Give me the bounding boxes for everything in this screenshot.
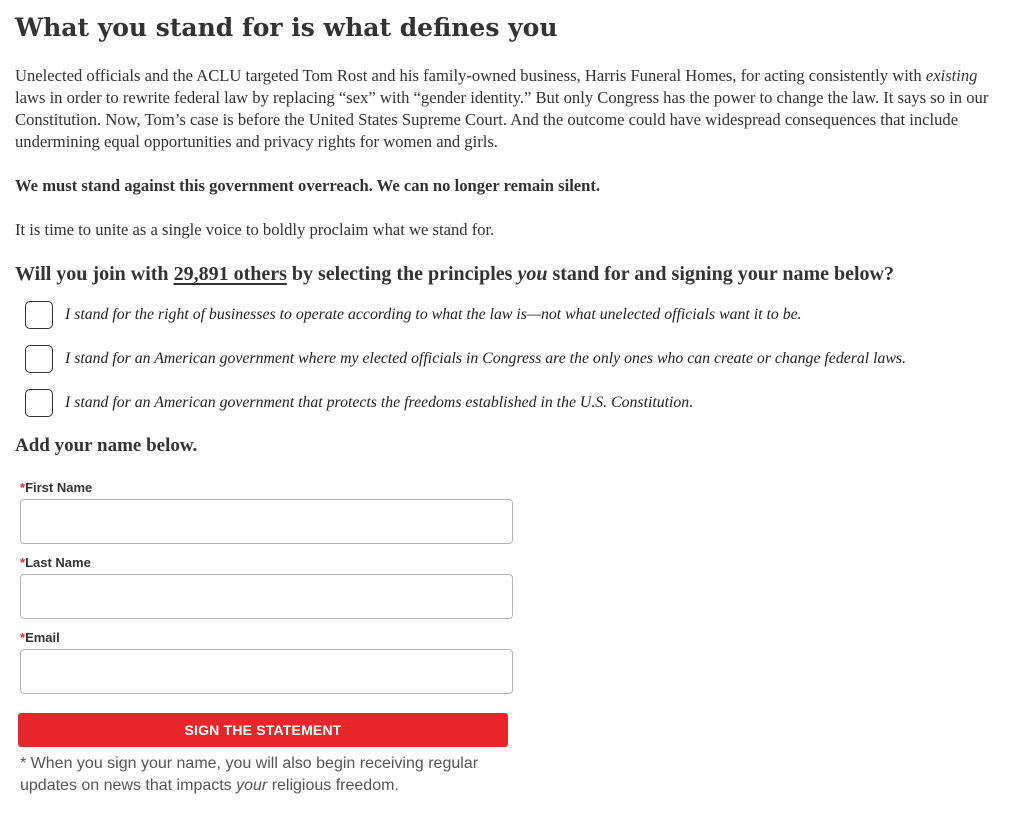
- required-marker: *: [20, 630, 26, 645]
- first-name-input[interactable]: [20, 499, 513, 544]
- required-marker: *: [20, 555, 26, 570]
- last-name-label: [20, 555, 91, 570]
- sign-statement-button[interactable]: SIGN THE STATEMENT: [18, 713, 508, 747]
- question-prefix: Will you join with: [15, 263, 174, 285]
- signup-disclaimer: [20, 753, 500, 797]
- principle-checkbox[interactable]: [25, 389, 53, 417]
- first-name-label: [20, 480, 92, 495]
- join-question: [15, 261, 894, 287]
- principle-label: I stand for an American government that protects the freedoms established in the U.S. Constitution.: [65, 394, 694, 411]
- unite-statement: It is time to unite as a single voice to boldly proclaim what we stand for.: [15, 220, 495, 239]
- intro-paragraph: [15, 65, 1010, 153]
- principle-option-business-law[interactable]: [25, 300, 802, 330]
- principle-option-constitution-freedoms[interactable]: [25, 388, 693, 418]
- principle-label: I stand for the right of businesses to operate according to what the law is—not what unelected officials want it to be.: [65, 306, 802, 323]
- signer-count-link[interactable]: 29,891 others: [173, 263, 287, 285]
- email-label: [20, 630, 60, 645]
- page-title: What you stand for is what defines you: [15, 13, 558, 42]
- last-name-label-text: Last Name: [25, 555, 91, 570]
- first-name-label-text: First Name: [25, 480, 93, 495]
- principle-label: I stand for an American government where my elected officials in Congress are the only ones who can create or change federal laws.: [65, 350, 907, 367]
- question-suffix: stand for and signing your name below?: [547, 263, 894, 285]
- form-heading: Add your name below.: [15, 435, 198, 456]
- disclaimer-emphasis: your: [236, 777, 268, 794]
- principle-checkbox[interactable]: [25, 345, 53, 373]
- disclaimer-text-part1: * When you sign your name, you will also begin receiving regular updates on news that impacts: [20, 755, 479, 794]
- email-input[interactable]: [20, 649, 513, 694]
- required-marker: *: [20, 480, 26, 495]
- email-label-text: Email: [25, 630, 60, 645]
- question-emphasis: you: [517, 263, 548, 285]
- intro-emphasis: existing: [925, 66, 978, 85]
- intro-text-part1: Unelected officials and the ACLU targeted Tom Rost and his family-owned business, Harris Funeral Homes, for acting consistently with: [15, 66, 926, 85]
- principle-option-congress-laws[interactable]: [25, 344, 906, 374]
- question-middle: by selecting the principles: [286, 263, 518, 285]
- last-name-input[interactable]: [20, 574, 513, 619]
- principle-checkbox[interactable]: [25, 301, 53, 329]
- intro-text-part2: laws in order to rewrite federal law by replacing “sex” with “gender identity.” But only Congress has the power to change the law. It says so in our Constitution. Now, Tom’s case is before the United States Supreme Court. And the outcome could have widespread consequences that include undermining equal opportunities and privacy rights for women and girls.: [15, 88, 989, 151]
- stand-statement: We must stand against this government overreach. We can no longer remain silent.: [15, 176, 601, 195]
- disclaimer-text-part2: religious freedom.: [267, 777, 399, 794]
